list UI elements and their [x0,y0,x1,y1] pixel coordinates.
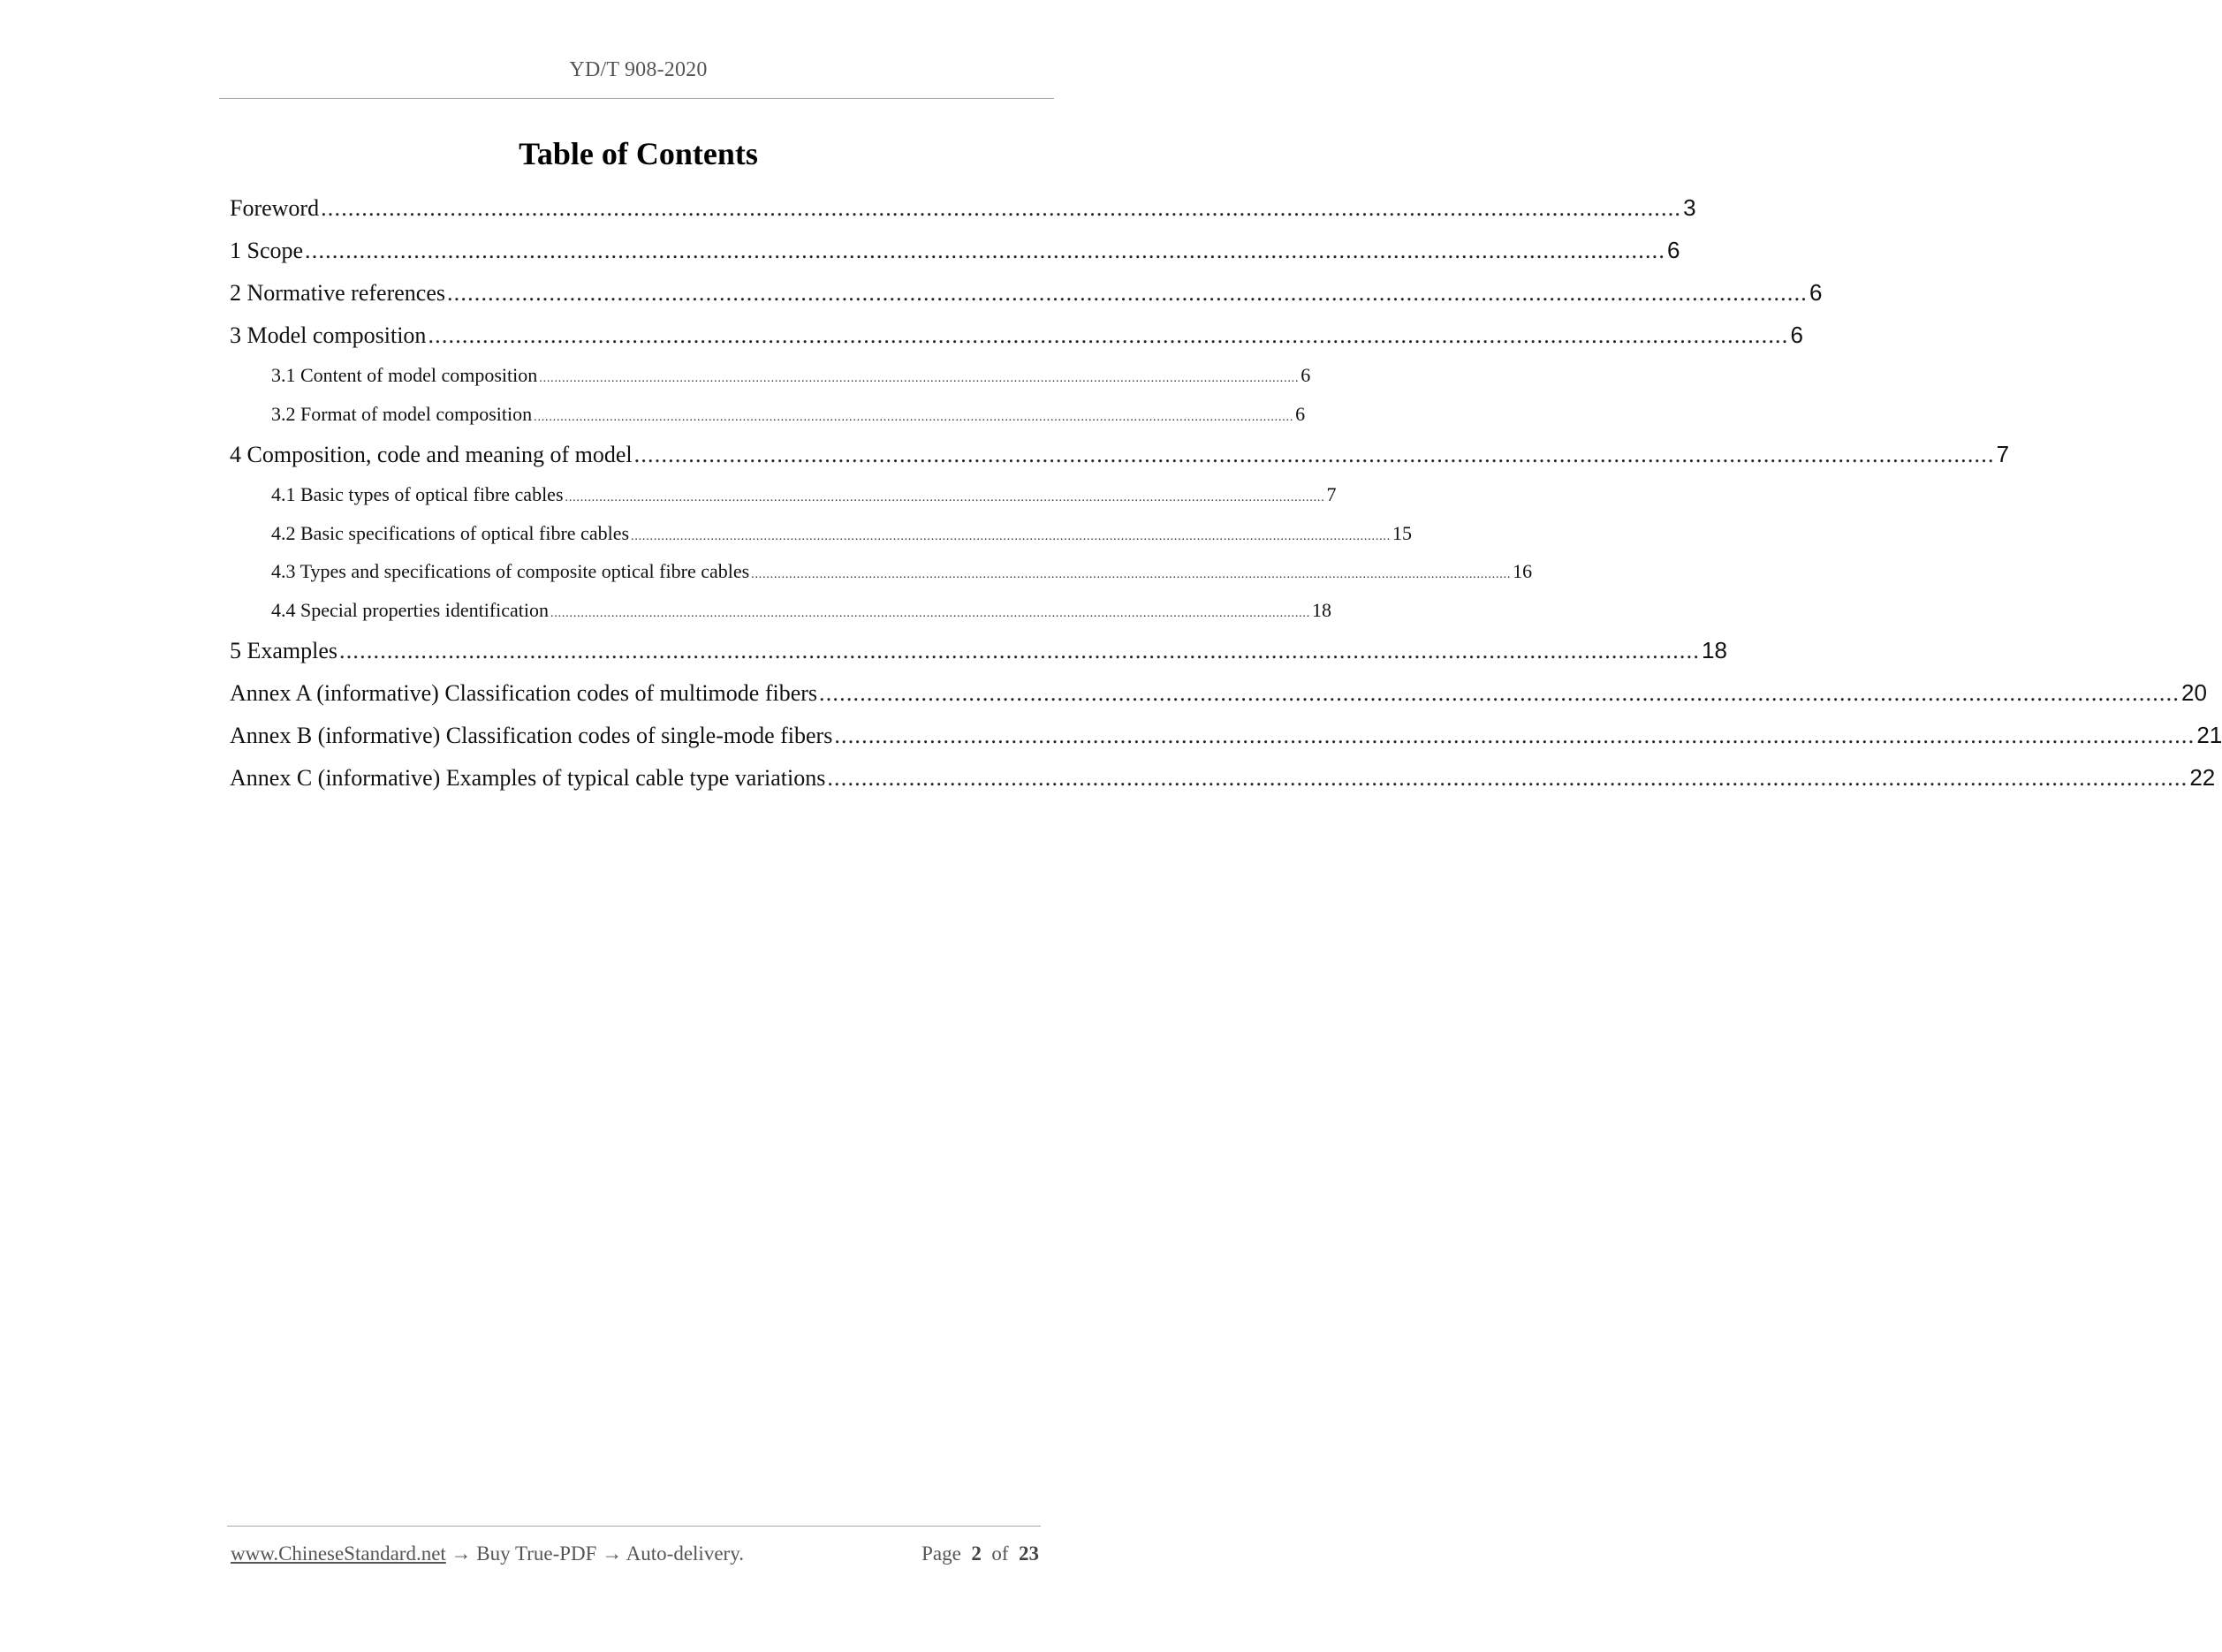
toc-entry-composition-code-meaning[interactable] [230,441,2010,483]
toc-entry-annex-c[interactable] [230,764,2216,807]
toc-entry-page: 6 [1301,364,1311,386]
toc-entry-label: Annex A (informative) Classification codes of multimode fibers [230,680,818,706]
page-label: Page [921,1542,961,1565]
toc-entry-label: 3.2 Format of model composition [271,402,533,425]
toc-entry-label: Annex C (informative) Examples of typical cable type variations [230,765,826,791]
dot-leader: ........................................................................................................................................................................................................ [751,568,1512,581]
toc-entry-label: 3 Model composition [230,322,427,348]
page-number: 2 [971,1542,982,1565]
toc-entry-page: 16 [1513,560,1533,582]
toc-entry-label: 2 Normative references [230,280,445,306]
toc-entry-format-of-model-composition[interactable] [230,402,1306,442]
toc-entry-label: 5 Examples [230,638,338,663]
toc-entry-page: 15 [1392,521,1413,544]
toc-entry-page: 7 [1326,483,1337,505]
footer-promo [231,1542,744,1565]
dot-leader: ........................................................................................................................................................................................................ [827,765,2188,791]
toc-entry-special-properties[interactable] [230,598,1332,638]
toc-entry-page: 20 [2181,679,2207,706]
toc-entry-foreword[interactable] [230,194,1696,237]
toc-entry-label: 4.4 Special properties identification [271,598,550,621]
toc-entry-page: 6 [1790,322,1803,348]
toc-entry-page: 21 [2196,722,2222,748]
dot-leader: ........................................................................................................................................................................................................ [633,442,1995,467]
toc-entry-label: Annex B (informative) Classification codes of single-mode fibers [230,723,833,748]
toc-entry-label: 3.1 Content of model composition [271,364,538,386]
toc-entry-basic-specifications[interactable] [230,521,1413,561]
toc-entry-normative-references[interactable] [230,279,1823,322]
document-code: YD/T 908-2020 [569,58,708,81]
toc-entry-composite-cables[interactable] [230,560,1533,599]
dot-leader: ........................................................................................................................................................................................................ [339,638,1701,663]
page-indicator [921,1542,1039,1565]
toc-entry-page: 18 [1702,637,1727,663]
dot-leader: ........................................................................................................................................................................................................ [631,529,1392,543]
toc-entry-page: 7 [1996,441,2010,467]
dot-leader: ........................................................................................................................................................................................................ [834,723,2195,748]
dot-leader: ........................................................................................................................................................................................................ [565,491,1325,504]
arrow-icon: → [451,1542,472,1565]
website-link[interactable]: www.ChineseStandard.net [231,1542,446,1565]
total-pages: 23 [1019,1542,1039,1565]
arrow-icon: → [602,1542,623,1565]
toc-entry-label: 4.1 Basic types of optical fibre cables [271,483,564,505]
toc-entry-label: 1 Scope [230,238,304,263]
page-footer [231,1542,1039,1565]
dot-leader: ........................................................................................................................................................................................................ [428,322,1789,348]
of-label: of [991,1542,1009,1565]
toc-entry-model-composition[interactable] [230,322,1803,364]
toc-entry-label: Foreword [230,195,320,221]
header-divider [219,98,1054,99]
dot-leader: ........................................................................................................................................................................................................ [534,410,1294,424]
dot-leader: ........................................................................................................................................................................................................ [446,280,1808,306]
toc-entry-content-of-model-composition[interactable] [230,364,1311,403]
delivery-text: Auto-delivery. [626,1542,744,1565]
toc-entry-examples[interactable] [230,637,1727,679]
toc-entry-page: 6 [1667,237,1680,263]
toc-entry-basic-types[interactable] [230,483,1337,522]
toc-entry-page: 3 [1683,194,1696,221]
dot-leader: ........................................................................................................................................................................................................ [550,606,1311,620]
dot-leader: ........................................................................................................................................................................................................ [305,238,1666,263]
toc-entry-page: 6 [1295,402,1306,425]
toc-entry-page: 18 [1312,598,1332,621]
table-of-contents [230,194,2222,807]
dot-leader: ........................................................................................................................................................................................................ [321,195,1682,221]
toc-entry-page: 6 [1809,279,1823,306]
buy-text: Buy True-PDF [476,1542,597,1565]
dot-leader: ........................................................................................................................................................................................................ [539,372,1300,385]
footer-divider [227,1526,1041,1527]
dot-leader: ........................................................................................................................................................................................................ [819,680,2180,706]
toc-entry-annex-b[interactable] [230,722,2222,764]
toc-entry-label: 4 Composition, code and meaning of model [230,442,633,467]
toc-entry-label: 4.2 Basic specifications of optical fibre cables [271,521,630,544]
toc-entry-page: 22 [2189,764,2216,791]
toc-entry-annex-a[interactable] [230,679,2207,722]
page-title: Table of Contents [519,136,758,171]
toc-entry-label: 4.3 Types and specifications of composite optical fibre cables [271,560,750,582]
toc-entry-scope[interactable] [230,237,1680,279]
